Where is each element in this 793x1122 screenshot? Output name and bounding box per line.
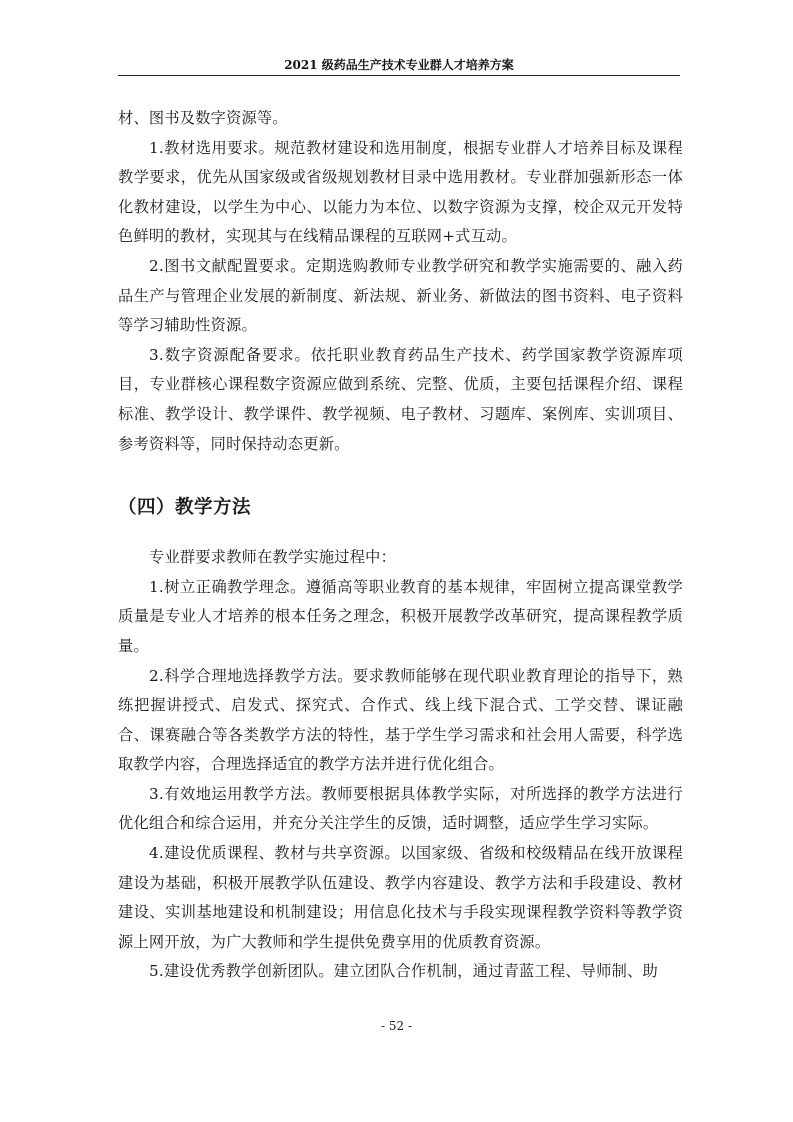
- paragraph-method-application: 3.有效地运用教学方法。教师要根据具体教学实际，对所选择的教学方法进行优化组合和综合运用，并充分关注学生的反馈，适时调整，适应学生学习实际。: [118, 784, 683, 833]
- page-number: - 52 -: [380, 1019, 412, 1033]
- paragraph-method-selection: 2.科学合理地选择教学方法。要求教师能够在现代职业教育理论的指导下，熟练把握讲授式、启发式、探究式、合作式、线上线下混合式、工学交替、课证融合、课赛融合等各类教学方法的特性，基于学生学习需求和社会用人需要，科学选取教学内容，合理选择适宜的教学方法并进行优化组合。: [118, 666, 683, 774]
- section-heading-teaching-methods: （四）教学方法: [118, 497, 252, 519]
- paragraph-teaching-team: 5.建设优秀教学创新团队。建立团队合作机制，通过青蓝工程、导师制、助: [149, 962, 658, 981]
- paragraph-textbook-selection: 1.教材选用要求。规范教材建设和选用制度，根据专业群人才培养目标及课程教学要求，优先从国家级或省级规划教材目录中选用教材。专业群加强新形态一体化教材建设，以学生为中心、以能力为本位、以数字资源为支撑，校企双元开发特色鲜明的教材，实现其与在线精品课程的互联网+式互动。: [118, 138, 683, 246]
- paragraph-intro: 专业群要求教师在教学实施过程中：: [149, 548, 396, 567]
- paragraph-course-construction: 4.建设优质课程、教材与共享资源。以国家级、省级和校级精品在线开放课程建设为基础，积极开展教学队伍建设、教学内容建设、教学方法和手段建设、教材建设、实训基地建设和机制建设；用信息化技术与手段实现课程教学资料等教学资源上网开放，为广大教师和学生提供免费享用的优质教育资源。: [118, 844, 683, 951]
- paragraph-digital-resources: 3.数字资源配备要求。依托职业教育药品生产技术、药学国家教学资源库项目，专业群核心课程数字资源应做到系统、完整、优质，主要包括课程介绍、课程标准、教学设计、教学课件、教学视频、电子教材、习题库、案例库、实训项目、参考资料等，同时保持动态更新。: [118, 345, 683, 453]
- paragraph-teaching-philosophy: 1.树立正确教学理念。遵循高等职业教育的基本规律，牢固树立提高课堂教学质量是专业人才培养的根本任务之理念，积极开展教学改革研究，提高课程教学质量。: [118, 577, 683, 655]
- header-divider: [118, 75, 680, 76]
- page-header-title: 2021 级药品生产技术专业群人才培养方案: [284, 58, 514, 72]
- paragraph-continuation: 材、图书及数字资源等。: [118, 109, 288, 127]
- paragraph-library-resources: 2.图书文献配置要求。定期选购教师专业教学研究和教学实施需要的、融入药品生产与管理企业发展的新制度、新法规、新业务、新做法的图书资料、电子资料等学习辅助性资源。: [118, 256, 683, 335]
- document-body: [118, 104, 683, 987]
